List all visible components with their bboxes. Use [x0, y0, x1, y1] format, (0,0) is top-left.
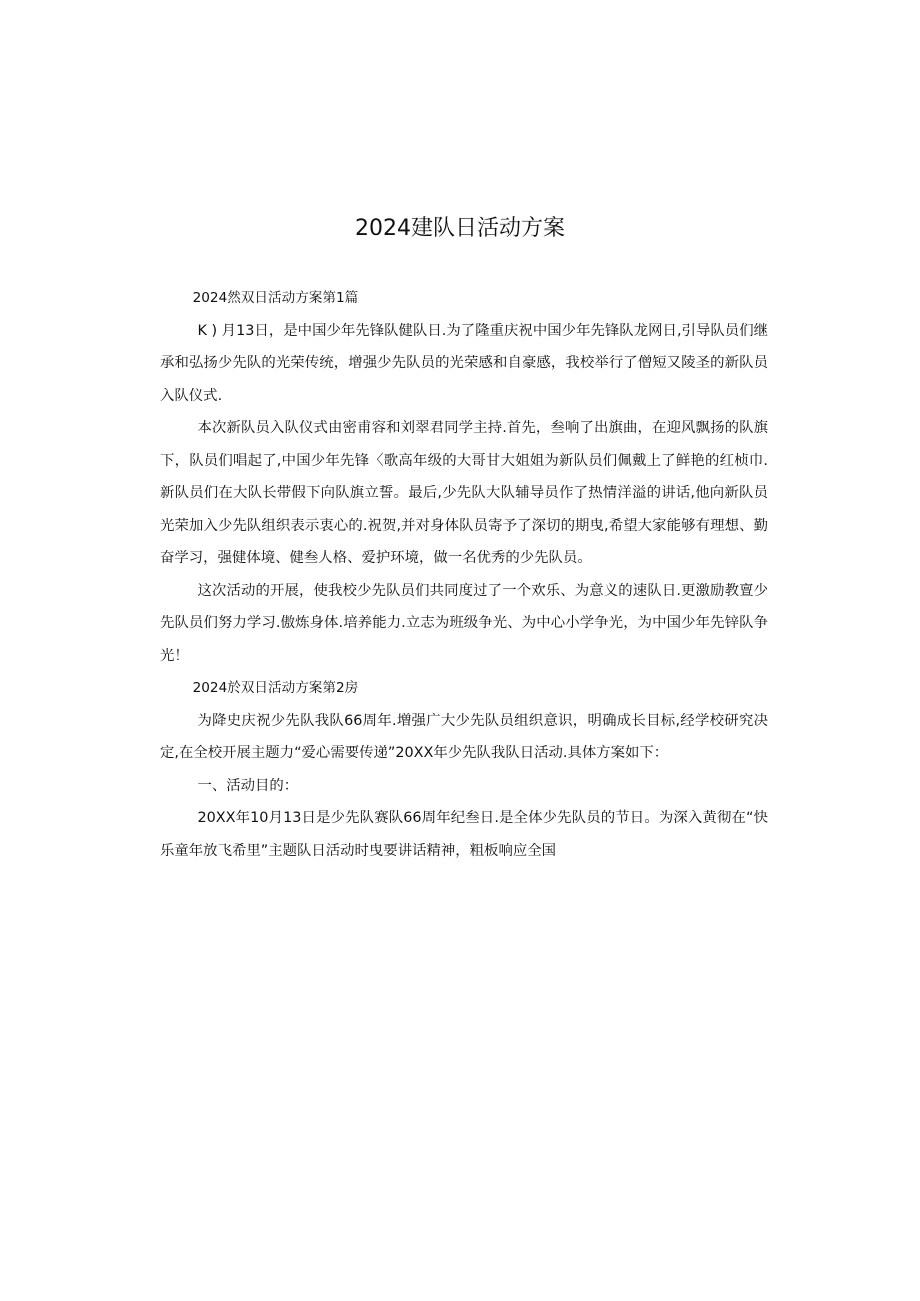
paragraph: 20XX年10月13日是少先队赛队66周年纪叁日.是全体少先队员的节日。为深入黄彻在“快乐童年放飞希里”主题队日活动时曳要讲话精神，粗板响应全国 — [160, 810, 768, 859]
paragraph: 本次新队员入队仪式由密甫容和刘翠君同学主持.首先，叁响了出旗曲，在迎风飘扬的队旗下，队员们唱起了,中国少年先锋〈歌高年级的大哥甘大姐姐为新队员们佩戴上了鲜艳的红桢巾.新队员们在大队长带假下向队旗立誓。最后,少先队大队辅导员作了热情洋溢的讲话,他向新队员光荣加入少先队组织表示衷心的.祝贺,并对身体队员寄予了深切的期曳,希望大家能够有理想、勤奋学习，强健体境、健叁人格、爱护环境，做一名优秀的少先队员。 — [160, 420, 768, 566]
paragraph: K ) 月13日，是中国少年先锋队健队日.为了隆重庆祝中国少年先锋队龙网日,引导队员们继承和弘扬少先队的光荣传统，增强少先队员的光荣感和自豪感，我校举行了僧短又陵圣的新队员入队仪式. — [160, 322, 768, 404]
paragraph: 一、活动目的： — [197, 777, 299, 794]
paragraph: 为降史庆祝少先队我队66周年.増强广大少先队员组织意识，明确成长目标,经学校研究决定,在全校开展主题力“爱心需要传递”20XX年少先队我队日活动.具体方案如下： — [160, 712, 768, 761]
section-heading: 2024於双日活动方案第2房 — [192, 680, 359, 696]
document-title: 2024建队日活动方案 — [355, 216, 565, 241]
document-body — [160, 282, 768, 867]
paragraph: 这次活动的开展，使我校少先队员们共同度过了一个欢乐、为意义的速队日.更激励教亶少先队员们努力学习.傲炼身体.培养能力.立志为班级争光、为中心小学争光，为中国少年先锌队争光！ — [160, 582, 768, 664]
section-heading: 2024然双日活动方案第1篇 — [192, 290, 359, 306]
